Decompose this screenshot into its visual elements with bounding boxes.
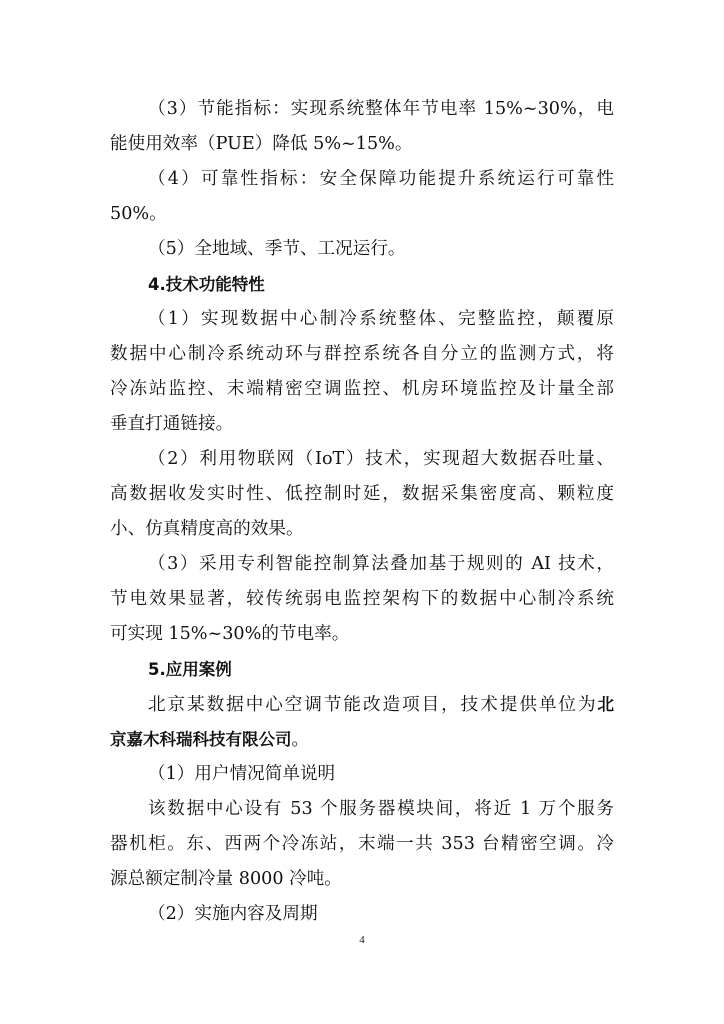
paragraph-energy-saving-indicator xyxy=(110,92,614,162)
text-line: （1）用户情况简单说明 xyxy=(148,764,336,784)
paragraph-user-situation-heading xyxy=(110,757,614,792)
text-line xyxy=(110,687,614,722)
text-line: 垂直打通链接。 xyxy=(110,414,234,434)
text-line: （1）实现数据中心制冷系统整体、完整监控，颠覆原 xyxy=(148,309,614,329)
text-line: （2）实施内容及周期 xyxy=(148,904,318,924)
text-line: （2）利用物联网（IoT）技术，实现超大数据吞吐量、 xyxy=(148,449,614,469)
text-line: 冷冻站监控、末端精密空调监控、机房环境监控及计量全部 xyxy=(110,379,614,399)
document-body xyxy=(110,92,614,932)
text-line: 节电效果显著，较传统弱电监控架构下的数据中心制冷系统 xyxy=(110,589,614,609)
section-heading-technical-features: 4.技术功能特性 xyxy=(148,275,265,294)
text-line: （3）节能指标：实现系统整体年节电率 15%~30%，电 xyxy=(148,99,614,119)
paragraph-all-conditions xyxy=(110,232,614,267)
text-line: （3）采用专利智能控制算法叠加基于规则的 AI 技术， xyxy=(148,554,614,574)
text-line: 可实现 15%~30%的节电率。 xyxy=(110,624,350,644)
text-line: 高数据收发实时性、低控制时延，数据采集密度高、颗粒度 xyxy=(110,484,614,504)
section-heading-application-case: 5.应用案例 xyxy=(148,660,232,679)
paragraph-feature-3 xyxy=(110,547,614,652)
text-line: 源总额定制冷量 8000 冷吨。 xyxy=(110,869,342,889)
text-line: 能使用效率（PUE）降低 5%~15%。 xyxy=(110,134,413,154)
text-line: 器机柜。东、西两个冷冻站，末端一共 353 台精密空调。冷 xyxy=(110,834,614,854)
paragraph-feature-1 xyxy=(110,302,614,442)
provider-name-part-2: 京嘉木科瑞科技有限公司 xyxy=(110,730,292,749)
text-line: 数据中心制冷系统动环与群控系统各自分立的监测方式，将 xyxy=(110,344,614,364)
page-number: 4 xyxy=(359,934,365,946)
text-line: 50%。 xyxy=(110,204,167,224)
paragraph-case-intro xyxy=(110,687,614,757)
case-intro-period: 。 xyxy=(291,730,310,750)
text-line: （5）全地域、季节、工况运行。 xyxy=(148,239,406,259)
provider-name-part-1: 北 xyxy=(597,695,614,714)
text-line: 小、仿真精度高的效果。 xyxy=(110,519,304,539)
paragraph-reliability-indicator xyxy=(110,162,614,232)
paragraph-feature-2 xyxy=(110,442,614,547)
text-line xyxy=(110,722,614,757)
paragraph-user-situation xyxy=(110,792,614,897)
text-line: （4）可靠性指标：安全保障功能提升系统运行可靠性 xyxy=(148,169,614,189)
paragraph-implementation-heading xyxy=(110,897,614,932)
text-line: 该数据中心设有 53 个服务器模块间，将近 1 万个服务 xyxy=(148,799,614,819)
case-intro-text: 北京某数据中心空调节能改造项目，技术提供单位为 xyxy=(148,695,598,715)
